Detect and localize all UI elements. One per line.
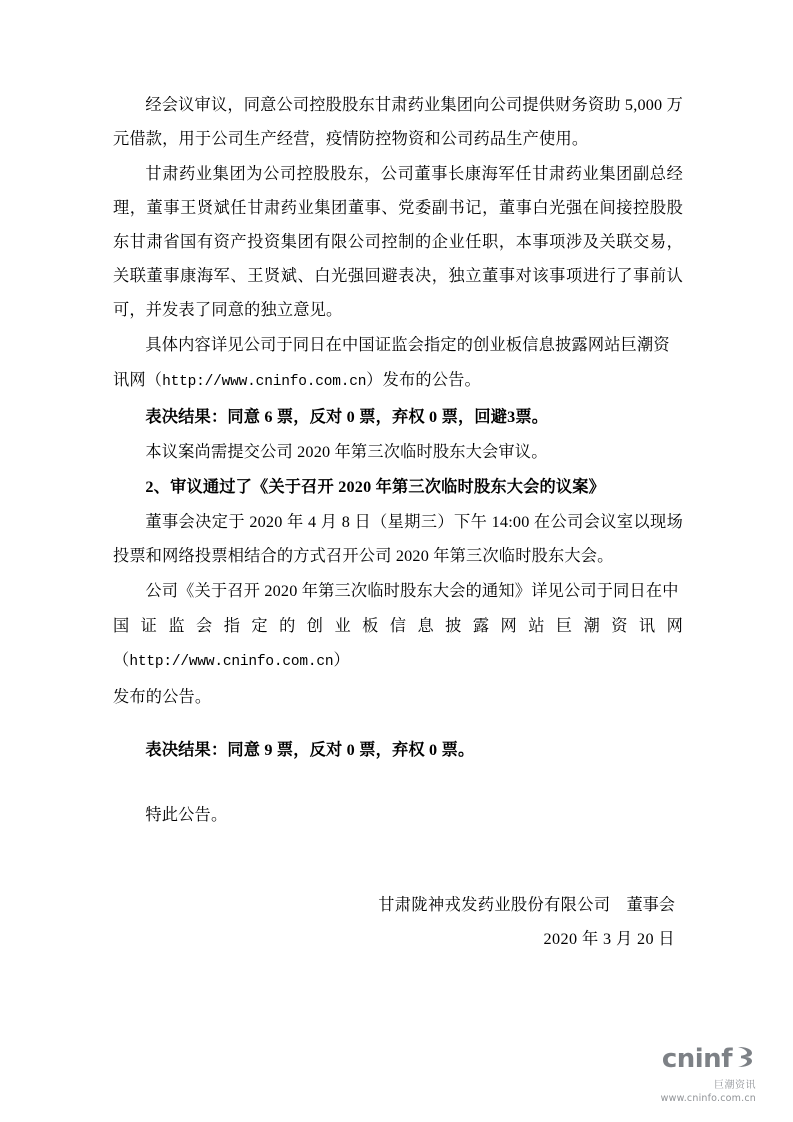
paragraph-submit-to-meeting: 本议案尚需提交公司 2020 年第三次临时股东大会审议。 <box>145 443 548 461</box>
paragraph-disclosure-1-cont <box>113 363 683 399</box>
proposal-2-heading: 2、审议通过了《关于召开 2020 年第三次临时股东大会的议案》 <box>145 478 606 496</box>
disclosure-2-text: 公司《关于召开 2020 年第三次临时股东大会的通知》详见公司于同日在中 <box>145 582 679 600</box>
vote-result-2: 表决结果：同意 9 票，反对 0 票，弃权 0 票。 <box>145 741 475 759</box>
cninfo-logo-url: www.cninfo.com.cn <box>660 1093 756 1104</box>
disclosure-1-prefix: 讯网（ <box>113 371 163 389</box>
paragraph-financial-aid: 经会议审议，同意公司控股股东甘肃药业集团向公司提供财务资助 5,000 万元借款，用于公司生产经营，疫情防控物资和公司药品生产使用。 <box>113 96 683 148</box>
signature-date: 2020 年 3 月 20 日 <box>543 930 675 948</box>
signature-block <box>113 888 683 956</box>
disclosure-2-prefix: 国证监会指定的创业板信息披露网站巨潮资讯网（ <box>113 617 683 669</box>
cninfo-logo <box>661 1044 756 1073</box>
paragraph-related-party: 甘肃药业集团为公司控股股东，公司董事长康海军任甘肃药业集团副总经理，董事王贤斌任甘肃药业集团董事、党委副书记，董事白光强在间接控股股东甘肃省国有资产投资集团有限公司控制的企业任职，本事项涉及关联交易，关联董事康海军、王贤斌、白光强回避表决，独立董事对该事项进行了事前认可，并发表了同意的独立意见。 <box>113 165 683 319</box>
cninfo-logo-subtitle: 巨潮资讯 <box>714 1080 756 1091</box>
spacer-before-closing <box>113 768 683 798</box>
disclosure-1-suffix: ）发布的公告。 <box>366 371 481 389</box>
signature-line-company <box>113 888 675 922</box>
closing-statement: 特此公告。 <box>145 806 228 824</box>
spacer-before-vote-2 <box>113 715 683 733</box>
document-body <box>113 88 683 956</box>
disclosure-1-text: 具体内容详见公司于同日在中国证监会指定的创业板信息披露网站巨潮资 <box>145 336 670 354</box>
vote-result-1: 表决结果：同意 6 票，反对 0 票，弃权 0 票，回避3票。 <box>145 408 549 426</box>
paragraph-disclosure-2-end: 发布的公告。 <box>113 688 212 706</box>
paragraph-disclosure-2 <box>113 574 683 608</box>
company-name: 甘肃陇神戎发药业股份有限公司 <box>378 896 611 914</box>
board-of-directors: 董事会 <box>626 896 675 914</box>
cninfo-url-link-1[interactable]: http://www.cninfo.com.cn <box>162 374 367 390</box>
paragraph-meeting-details: 董事会决定于 2020 年 4 月 8 日（星期三）下午 14:00 在公司会议室以现场投票和网络投票相结合的方式召开公司 2020 年第三次临时股东大会。 <box>113 513 683 565</box>
cninfo-logo-text: cninf <box>661 1043 732 1074</box>
footer-watermark <box>661 1044 756 1104</box>
paragraph-disclosure-2-cont <box>113 609 683 679</box>
disclosure-2-suffix: ） <box>333 651 350 669</box>
paragraph-disclosure-1 <box>113 328 683 362</box>
cninfo-url-link-2[interactable]: http://www.cninfo.com.cn <box>129 654 334 670</box>
cninfo-mark-icon <box>734 1044 756 1073</box>
